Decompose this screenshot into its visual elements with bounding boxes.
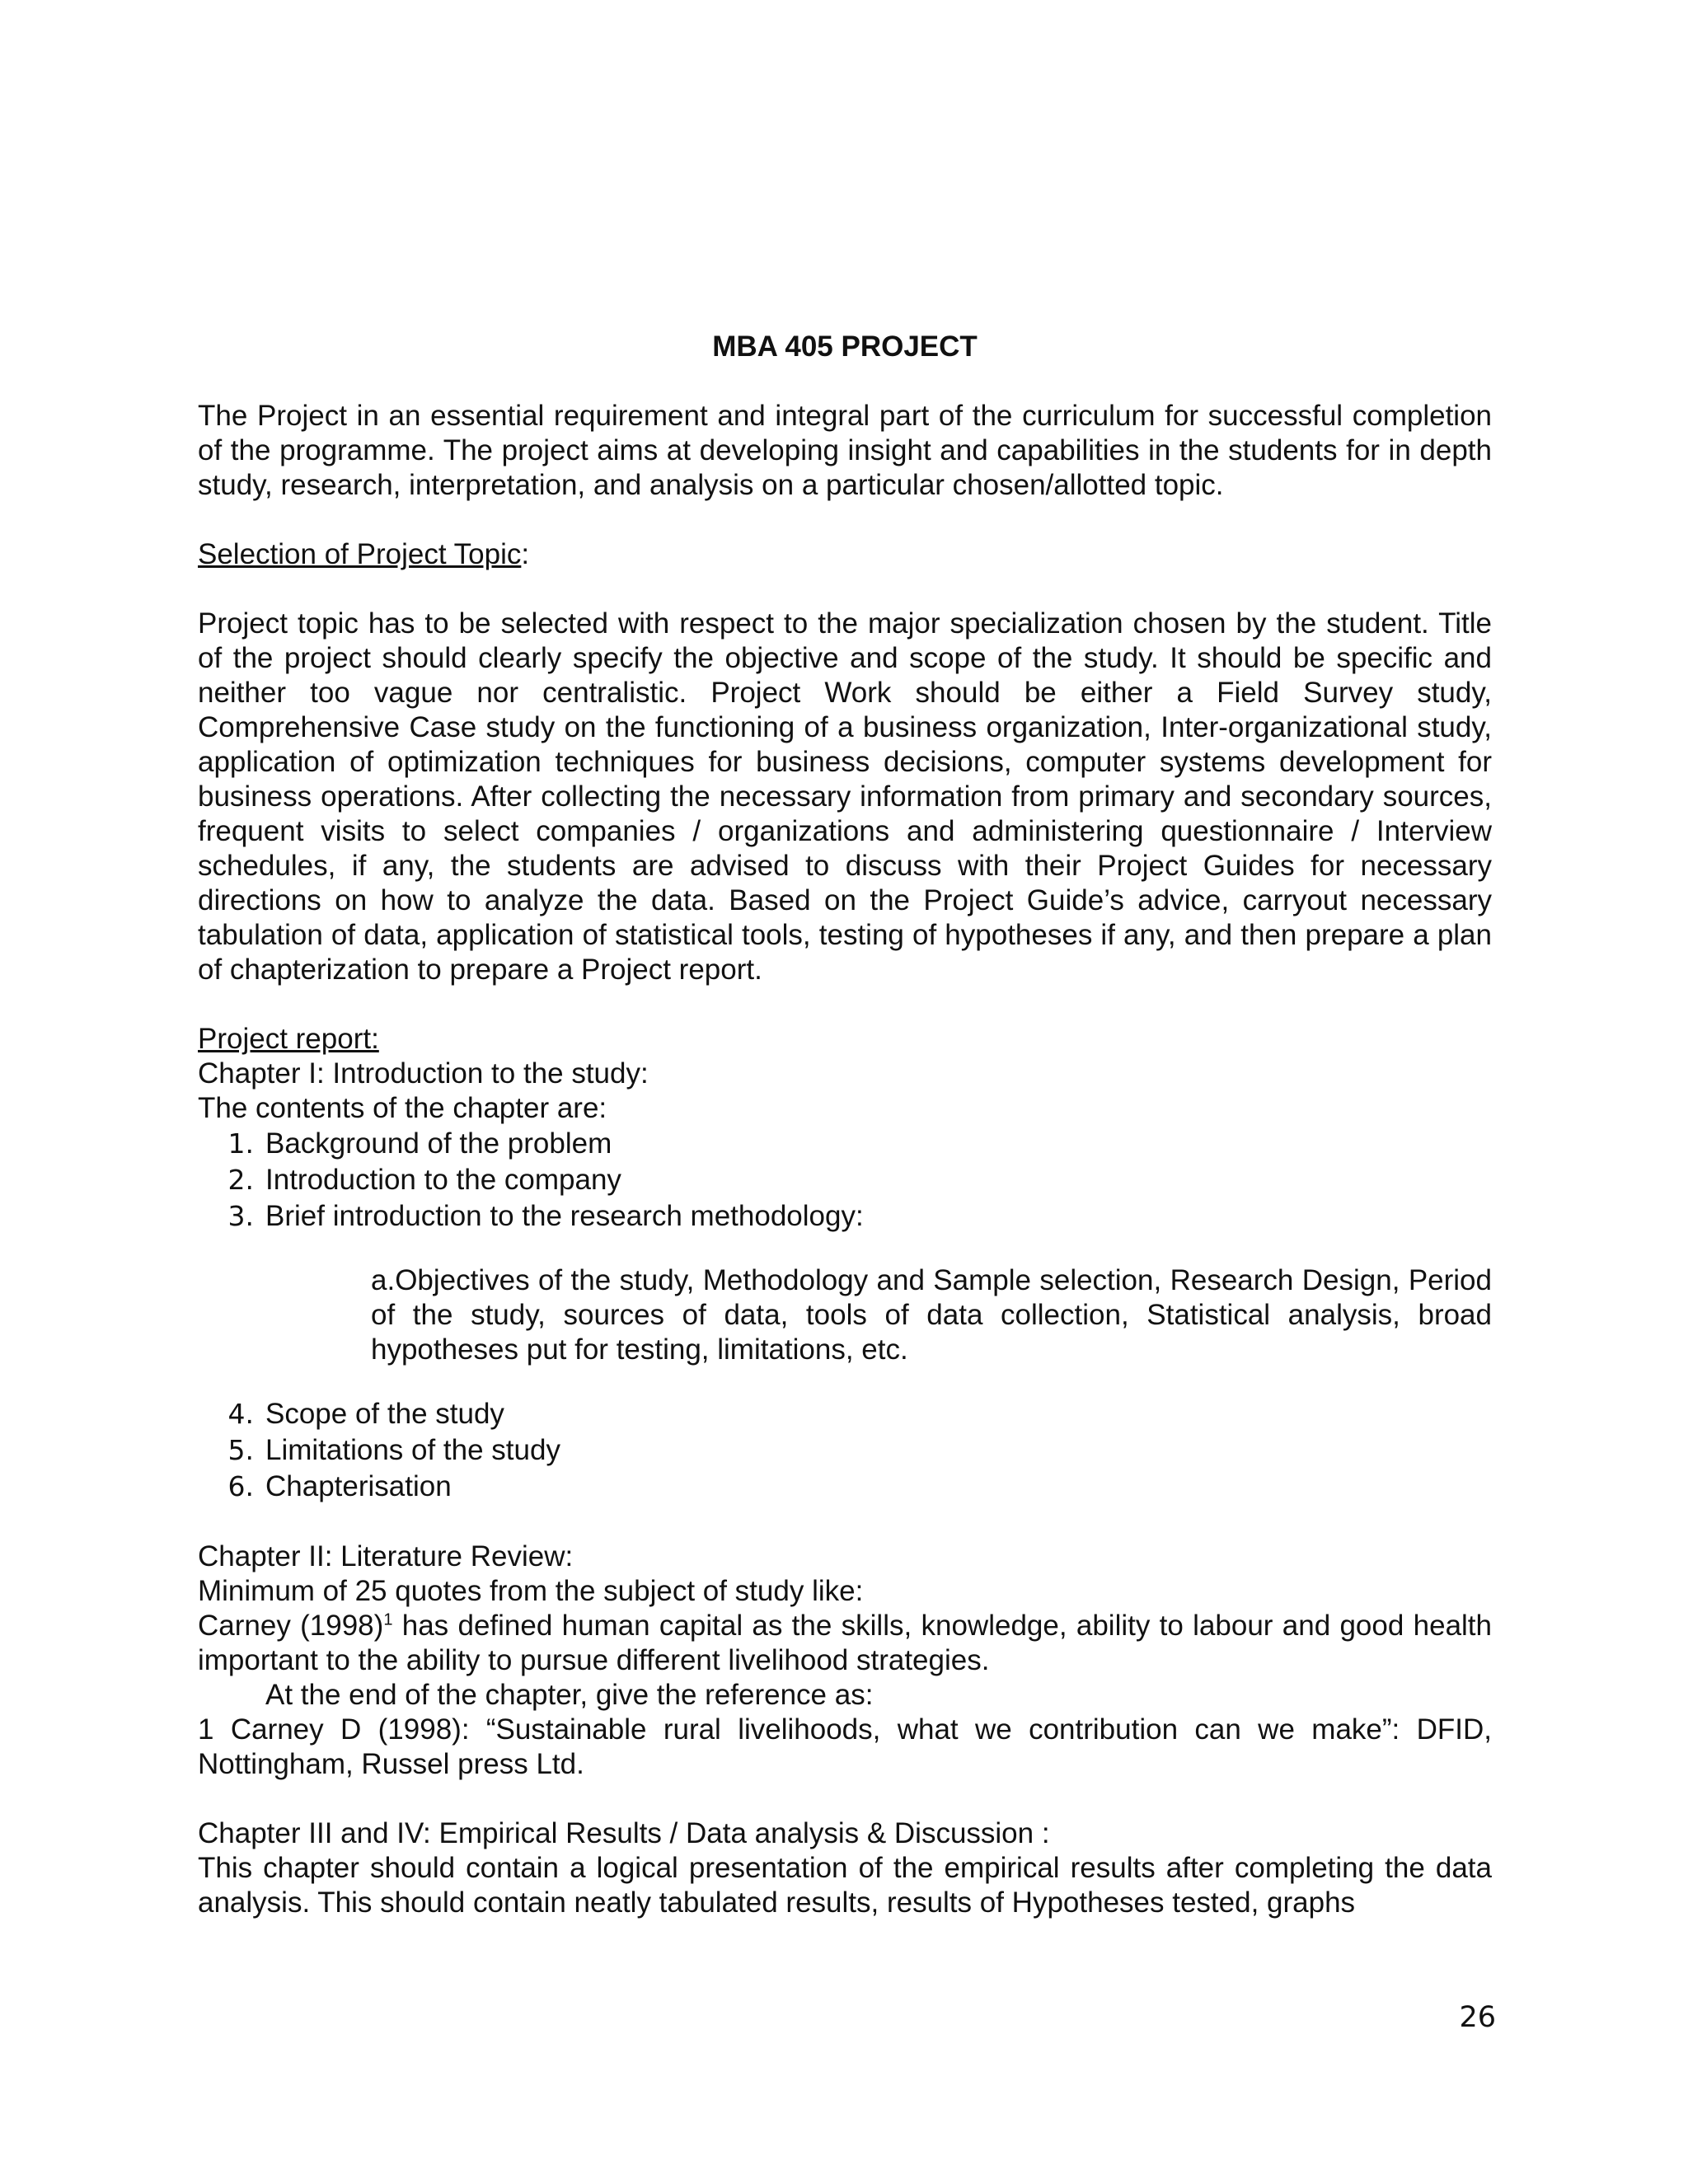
selection-body: Project topic has to be selected with respect to the major specialization chosen by the student. Title of the project should clearly specify the objective and scope of the study. It should be specific and neither too vague nor centralistic. Project Work should be either a Field Survey study, Comprehensive Case study on the functioning of a business organization, Inter-organizational study, application of optimization techniques for business decisions, computer systems development for business operations. After collecting the necessary information from primary and secondary sources, frequent visits to select companies / organizations and administering questionnaire / Interview schedules, if any, the students are advised to discuss with their Project Guides for necessary directions on how to analyze the data. Based on the Project Guide’s advice, carryout necessary tabulation of data, application of statistical tools, testing of hypotheses if any, and then prepare a plan of chapterization to prepare a Project report. <box>198 607 1492 986</box>
page-title: MBA 405 PROJECT <box>712 330 978 363</box>
list-item-number: 6. <box>227 1470 254 1502</box>
list-item <box>198 1469 1492 1505</box>
page-number: 26 <box>1459 2001 1496 2034</box>
list-item-text: Brief introduction to the research methodology: <box>265 1200 864 1232</box>
spacer <box>198 1505 1492 1540</box>
chapter2-title: Chapter II: Literature Review: <box>198 1540 574 1572</box>
list-item-text: Limitations of the study <box>265 1434 560 1466</box>
list-item-text: Background of the problem <box>265 1127 612 1160</box>
list-item <box>198 1162 1492 1198</box>
selection-heading: Selection of Project Topic <box>198 538 522 570</box>
spacer <box>198 1782 1492 1816</box>
list-item-text: Scope of the study <box>265 1398 504 1430</box>
chapter2-quote <box>198 1609 1492 1678</box>
list-item-number: 4. <box>227 1398 254 1430</box>
spacer <box>198 572 1492 607</box>
list-item-number: 5. <box>227 1434 254 1466</box>
reference-entry: 1 Carney D (1998): “Sustainable rural livelihoods, what we contribution can we make”: DFID, Nottingham, Russel press Ltd. <box>198 1713 1492 1780</box>
list-item-number: 3. <box>227 1200 254 1232</box>
list-item-number: 2. <box>227 1164 254 1196</box>
quote-text: has defined human capital as the skills, knowledge, ability to labour and good health important to the ability to pursue different livelihood strategies. <box>198 1610 1492 1676</box>
list-item-text: Introduction to the company <box>265 1164 621 1196</box>
chapter1-lead: The contents of the chapter are: <box>198 1092 607 1124</box>
intro-paragraph: The Project in an essential requirement and integral part of the curriculum for successful completion of the programme. The project aims at developing insight and capabilities in the students for in depth study, research, interpretation, and analysis on a particular chosen/allotted topic. <box>198 400 1492 501</box>
chapter3-body: This chapter should contain a logical presentation of the empirical results after completing the data analysis. This should contain neatly tabulated results, results of Hypotheses tested, graphs <box>198 1852 1492 1919</box>
reference-lead: At the end of the chapter, give the reference as: <box>265 1679 874 1711</box>
chapter1-contents-list-continued <box>198 1396 1492 1505</box>
chapter1-contents-list <box>198 1126 1492 1235</box>
list-item <box>198 1432 1492 1469</box>
selection-heading-line <box>198 537 1492 572</box>
chapter2-lead: Minimum of 25 quotes from the subject of study like: <box>198 1575 864 1607</box>
report-heading: Project report: <box>198 1023 379 1055</box>
chapter1-title: Chapter I: Introduction to the study: <box>198 1057 649 1090</box>
chapter3-title: Chapter III and IV: Empirical Results / Data analysis & Discussion : <box>198 1817 1050 1849</box>
list-item-number: 1. <box>227 1127 254 1160</box>
spacer <box>198 987 1492 1022</box>
list-item <box>198 1126 1492 1162</box>
quote-author: Carney (1998) <box>198 1610 384 1642</box>
selection-heading-colon: : <box>521 538 530 570</box>
methodology-subitem: a.Objectives of the study, Methodology and Sample selection, Research Design, Period of the study, sources of data, tools of data collection, Statistical analysis, broad hypotheses put for testing, limitations, etc. <box>371 1264 1492 1366</box>
footnote-marker: 1 <box>383 1610 393 1629</box>
list-item-text: Chapterisation <box>265 1470 452 1502</box>
spacer <box>198 503 1492 537</box>
document-page <box>198 330 1492 1920</box>
list-item <box>198 1396 1492 1432</box>
list-item <box>198 1198 1492 1235</box>
